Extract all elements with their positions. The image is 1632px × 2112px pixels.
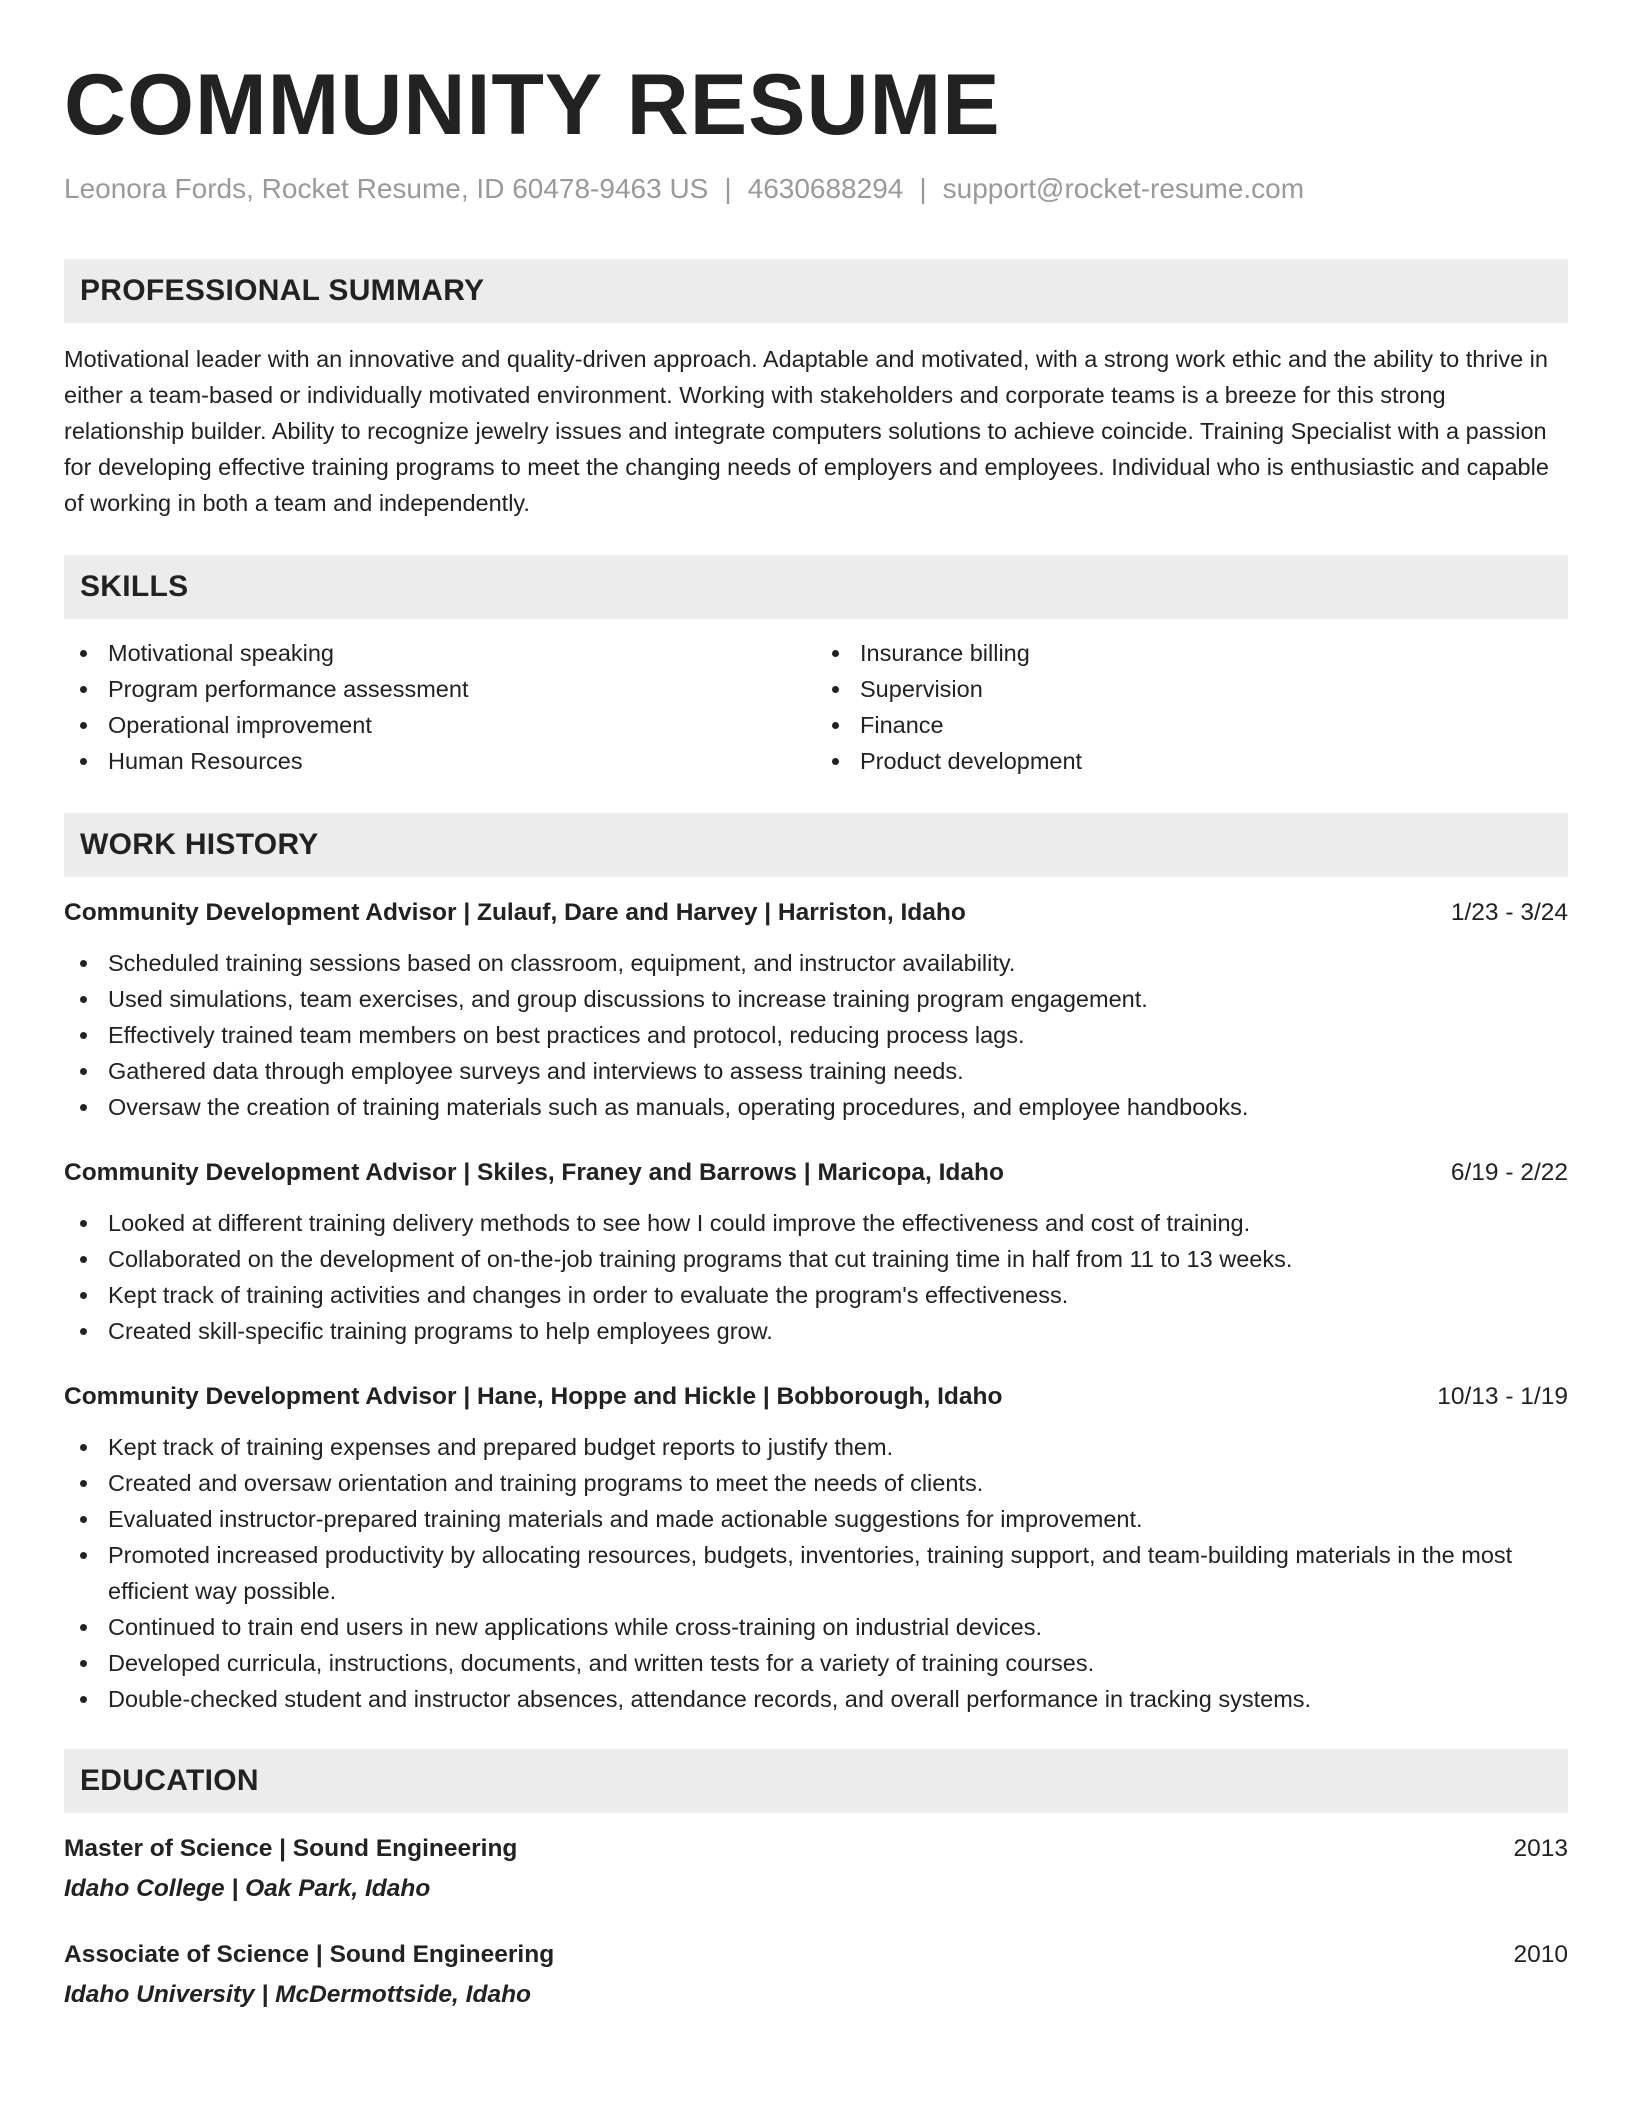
contact-phone: 4630688294 bbox=[747, 173, 904, 204]
education-school: Idaho University | McDermottside, Idaho bbox=[64, 1981, 531, 2008]
job-bullets bbox=[64, 1429, 1568, 1717]
summary-text: Motivational leader with an innovative and quality-driven approach. Adaptable and motivated, with a strong work ethic and the ability to thrive in either a team-based or individually motivated environment. Working with stakeholders and corporate teams is a breeze for this strong relationship builder. Ability to recognize jewelry issues and integrate computers solutions to achieve coincide. Training Specialist with a passion for developing effective training programs to meet the changing needs of employers and employees. Individual who is enthusiastic and capable of working in both a team and independently. bbox=[64, 346, 1549, 516]
education-header bbox=[64, 1831, 1568, 1867]
skill-item: Operational improvement bbox=[64, 707, 816, 743]
job-title: Community Development Advisor | Hane, Hoppe and Hickle | Bobborough, Idaho bbox=[64, 1383, 1003, 1410]
job-bullet: Developed curricula, instructions, documents, and written tests for a variety of training courses. bbox=[64, 1645, 1568, 1681]
job-title: Community Development Advisor | Skiles, Franey and Barrows | Maricopa, Idaho bbox=[64, 1159, 1004, 1186]
education-header bbox=[64, 1937, 1568, 1973]
skill-item: Finance bbox=[816, 707, 1568, 743]
skill-item: Supervision bbox=[816, 671, 1568, 707]
section-heading-education: EDUCATION bbox=[64, 1749, 1568, 1813]
section-heading-summary: PROFESSIONAL SUMMARY bbox=[64, 259, 1568, 323]
job-bullet: Created and oversaw orientation and training programs to meet the needs of clients. bbox=[64, 1465, 1568, 1501]
contact-separator: | bbox=[919, 173, 927, 204]
education-entry bbox=[64, 1831, 1568, 1907]
contact-address: Leonora Fords, Rocket Resume, ID 60478-9463 US bbox=[64, 173, 709, 204]
job-bullet: Evaluated instructor-prepared training materials and made actionable suggestions for improvement. bbox=[64, 1501, 1568, 1537]
job-bullets bbox=[64, 1205, 1568, 1349]
job-date: 10/13 - 1/19 bbox=[1437, 1383, 1568, 1410]
education-year: 2010 bbox=[1513, 1941, 1568, 1968]
job-bullet: Looked at different training delivery methods to see how I could improve the effectiveness and cost of training. bbox=[64, 1205, 1568, 1241]
job-header bbox=[64, 895, 1568, 931]
job-date: 6/19 - 2/22 bbox=[1450, 1159, 1568, 1186]
education-degree: Master of Science | Sound Engineering bbox=[64, 1835, 518, 1862]
job-entry bbox=[64, 895, 1568, 1125]
job-title: Community Development Advisor | Zulauf, Dare and Harvey | Harriston, Idaho bbox=[64, 899, 966, 926]
contact-separator: | bbox=[724, 173, 732, 204]
contact-email[interactable]: support@rocket-resume.com bbox=[942, 173, 1305, 204]
job-bullet: Effectively trained team members on best practices and protocol, reducing process lags. bbox=[64, 1017, 1568, 1053]
skills-column-left bbox=[64, 635, 816, 779]
job-bullet: Created skill-specific training programs to help employees grow. bbox=[64, 1313, 1568, 1349]
skill-item: Product development bbox=[816, 743, 1568, 779]
contact-line bbox=[64, 171, 1568, 207]
section-heading-skills: SKILLS bbox=[64, 555, 1568, 619]
skill-item: Motivational speaking bbox=[64, 635, 816, 671]
skill-item: Insurance billing bbox=[816, 635, 1568, 671]
job-bullet: Scheduled training sessions based on classroom, equipment, and instructor availability. bbox=[64, 945, 1568, 981]
skills-list bbox=[64, 635, 1568, 779]
skills-column-right bbox=[816, 635, 1568, 779]
job-bullets bbox=[64, 945, 1568, 1125]
job-header bbox=[64, 1379, 1568, 1415]
job-bullet: Kept track of training activities and changes in order to evaluate the program's effectiveness. bbox=[64, 1277, 1568, 1313]
job-bullet: Used simulations, team exercises, and group discussions to increase training program engagement. bbox=[64, 981, 1568, 1017]
job-entry bbox=[64, 1379, 1568, 1717]
job-header bbox=[64, 1155, 1568, 1191]
education-entry bbox=[64, 1937, 1568, 2013]
job-bullet: Continued to train end users in new applications while cross-training on industrial devices. bbox=[64, 1609, 1568, 1645]
job-bullet: Kept track of training expenses and prepared budget reports to justify them. bbox=[64, 1429, 1568, 1465]
job-entry bbox=[64, 1155, 1568, 1349]
resume-name: COMMUNITY RESUME bbox=[64, 57, 1001, 153]
education-school: Idaho College | Oak Park, Idaho bbox=[64, 1875, 431, 1902]
skill-item: Program performance assessment bbox=[64, 671, 816, 707]
section-heading-work-history: WORK HISTORY bbox=[64, 813, 1568, 877]
job-bullet: Double-checked student and instructor absences, attendance records, and overall performance in tracking systems. bbox=[64, 1681, 1568, 1717]
skill-item: Human Resources bbox=[64, 743, 816, 779]
job-bullet: Promoted increased productivity by allocating resources, budgets, inventories, training support, and team-building materials in the most efficient way possible. bbox=[64, 1537, 1568, 1609]
job-bullet: Gathered data through employee surveys and interviews to assess training needs. bbox=[64, 1053, 1568, 1089]
job-bullet: Oversaw the creation of training materials such as manuals, operating procedures, and employee handbooks. bbox=[64, 1089, 1568, 1125]
job-date: 1/23 - 3/24 bbox=[1450, 899, 1568, 926]
education-year: 2013 bbox=[1513, 1835, 1568, 1862]
job-bullet: Collaborated on the development of on-the-job training programs that cut training time in half from 11 to 13 weeks. bbox=[64, 1241, 1568, 1277]
education-degree: Associate of Science | Sound Engineering bbox=[64, 1941, 555, 1968]
